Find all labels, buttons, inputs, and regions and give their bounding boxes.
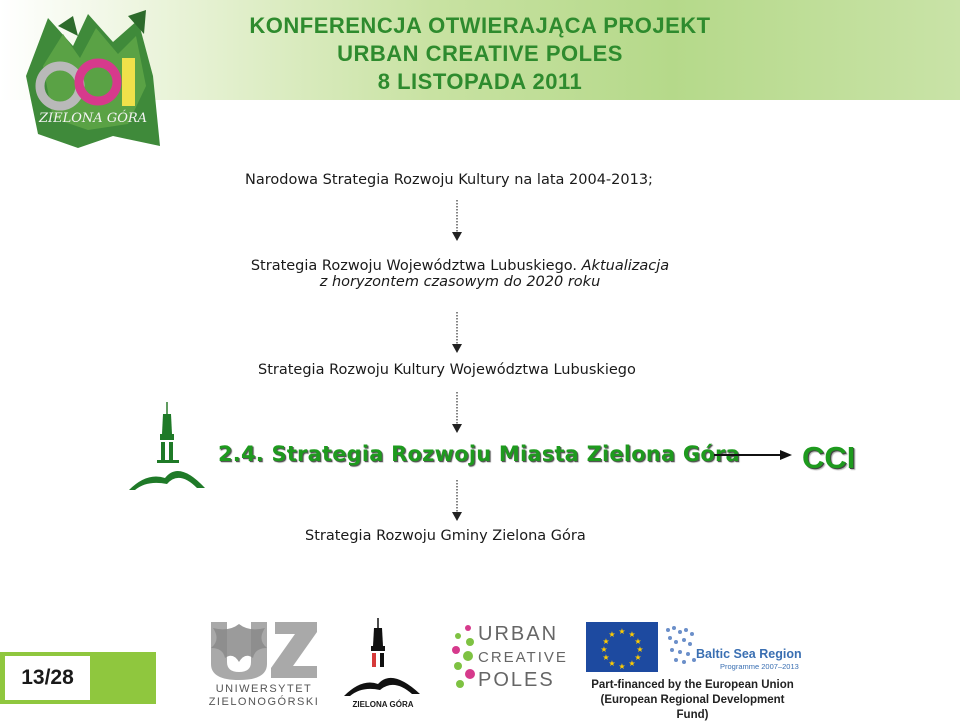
eu-flag-icon — [586, 622, 658, 672]
regional-italic-b: z horyzontem czasowym do 2020 roku — [319, 274, 601, 290]
arrow-down-icon — [451, 200, 463, 242]
eu-funding-caption — [585, 678, 800, 723]
eu-line-1: Part-financed by the European Union — [591, 679, 794, 691]
arrow-right-icon — [714, 448, 792, 462]
ucp-line-1: URBAN — [478, 623, 559, 645]
flow-item-city: 2.4. Strategia Rozwoju Miasta Zielona Góra — [218, 442, 740, 466]
uz-caption — [200, 683, 328, 709]
svg-text:★: ★ — [618, 662, 626, 671]
flow-item-commune: Strategia Rozwoju Gminy Zielona Góra — [305, 528, 586, 544]
arrow-down-icon — [451, 480, 463, 522]
page-title — [200, 12, 760, 96]
eu-line-2: (European Regional Development Fund) — [600, 694, 785, 721]
svg-text:★: ★ — [602, 653, 610, 662]
svg-text:★: ★ — [634, 653, 642, 662]
uz-line-1: UNIWERSYTET — [215, 683, 313, 695]
title-line-2: URBAN CREATIVE POLES — [337, 41, 623, 66]
svg-text:★: ★ — [628, 659, 636, 668]
bsr-subtitle: Programme 2007–2013 — [720, 662, 799, 671]
zielona-gora-logo-icon — [342, 618, 422, 700]
flow-item-national: Narodowa Strategia Rozwoju Kultury na lata 2004-2013; — [245, 172, 653, 188]
svg-text:★: ★ — [634, 637, 642, 646]
arrow-down-icon — [451, 312, 463, 354]
uz-eagle-logo-icon — [205, 618, 323, 680]
regional-italic-a: Aktualizacja — [581, 258, 670, 274]
castle-tower-icon — [127, 400, 207, 495]
baltic-sea-map-icon — [662, 622, 700, 672]
page-number: 13/28 — [5, 656, 90, 700]
svg-text:★: ★ — [636, 645, 644, 654]
ucp-dots-icon — [448, 622, 478, 692]
arrow-down-icon — [451, 392, 463, 434]
uz-line-2: ZIELONOGÓRSKI — [208, 696, 320, 708]
svg-text:★: ★ — [608, 659, 616, 668]
ucp-wordmark — [478, 623, 568, 692]
svg-text:★: ★ — [602, 637, 610, 646]
regional-normal: Strategia Rozwoju Województwa Lubuskiego. — [250, 258, 578, 274]
svg-text:★: ★ — [618, 627, 626, 636]
svg-text:★: ★ — [608, 630, 616, 639]
zg-caption: ZIELONA GÓRA — [352, 700, 414, 709]
cci-logo — [18, 6, 168, 156]
svg-text:★: ★ — [600, 645, 608, 654]
ucp-line-2: CREATIVE — [478, 649, 568, 666]
ucp-line-3: POLES — [478, 669, 555, 691]
flow-item-culture: Strategia Rozwoju Kultury Województwa Lubuskiego — [258, 362, 636, 378]
bsr-title: Baltic Sea Region — [696, 647, 802, 661]
svg-text:★: ★ — [628, 630, 636, 639]
logo-caption: ZIELONA GÓRA — [38, 111, 148, 126]
flow-item-regional — [220, 258, 700, 290]
title-line-1: KONFERENCJA OTWIERAJĄCA PROJEKT — [249, 13, 711, 38]
title-line-3: 8 LISTOPADA 2011 — [377, 69, 583, 94]
cci-label: CCI — [802, 440, 856, 475]
